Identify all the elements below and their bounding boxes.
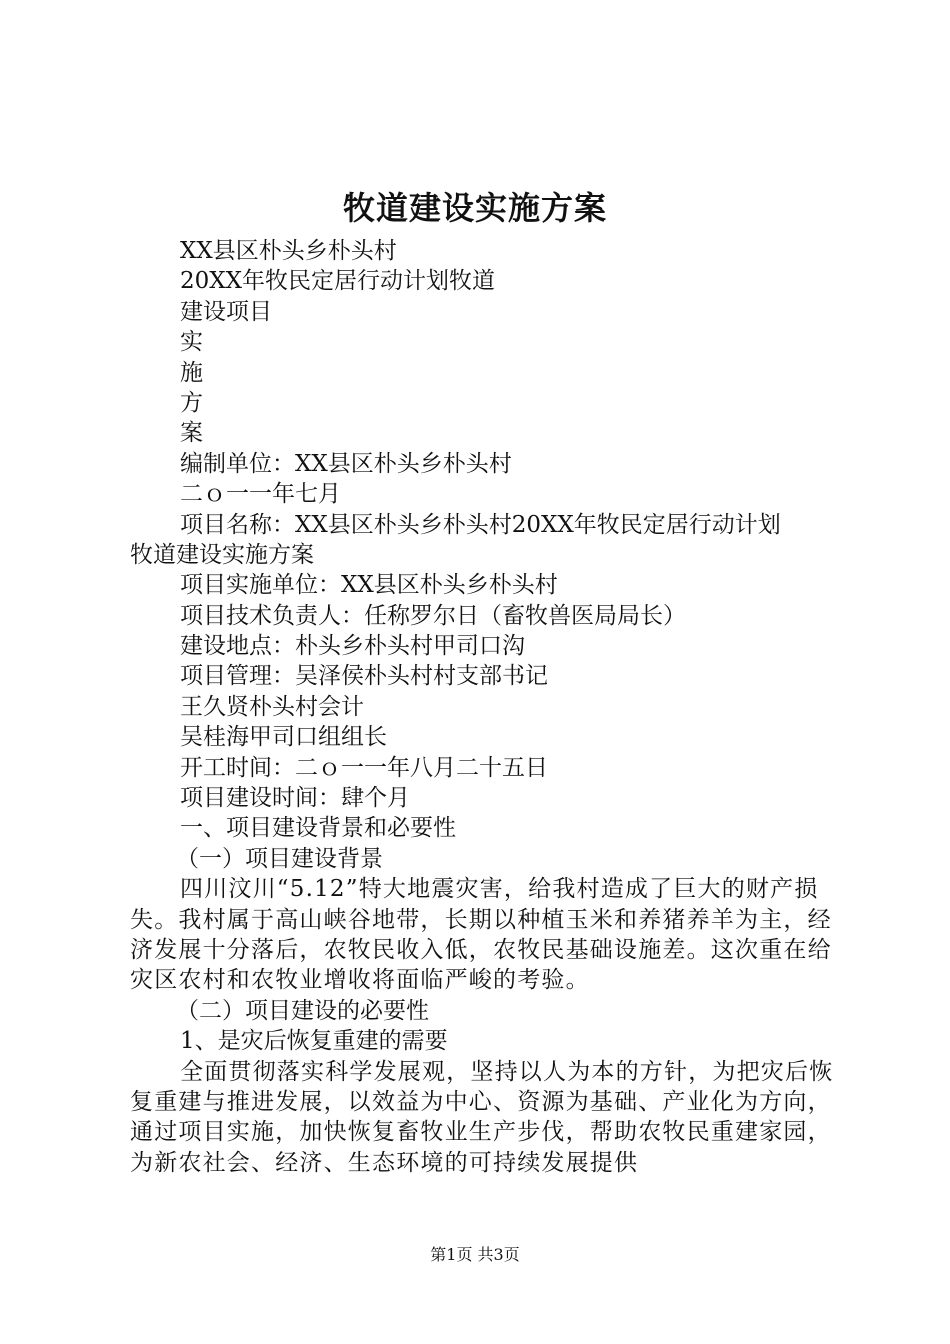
subsection-heading: （一）项目建设背景 — [176, 845, 383, 872]
text-line: 二ｏ一一年七月 — [180, 481, 341, 508]
text-line: 编制单位：XX县区朴头乡朴头村 — [180, 450, 512, 477]
subsection-heading: （二）项目建设的必要性 — [176, 997, 429, 1024]
document-title: 牧道建设实施方案 — [342, 189, 607, 227]
document-body — [130, 236, 840, 1178]
info-line: 王久贤朴头村会计 — [180, 693, 364, 720]
project-name-line: 项目名称：XX县区朴头乡朴头村20XX年牧民定居行动计划 — [180, 511, 781, 538]
page-footer: 第1页 共3页 — [430, 1245, 520, 1264]
text-line: 方 — [180, 389, 203, 416]
section-heading: 一、项目建设背景和必要性 — [180, 815, 456, 842]
text-line: 案 — [180, 420, 203, 447]
info-line: 开工时间：二ｏ一一年八月二十五日 — [180, 754, 548, 781]
paragraph: 全面贯彻落实科学发展观，坚持以人为本的方针，为把灾后恢复重建与推进发展，以效益为中心、资源为基础、产业化为方向，通过项目实施，加快恢复畜牧业生产步伐，帮助农牧民重建家园，为新农社会、经济、生态环境的可持续发展提供 — [130, 1058, 834, 1176]
point-heading: 1、是灾后恢复重建的需要 — [180, 1028, 448, 1055]
text-line: 实 — [180, 329, 203, 356]
info-line: 项目建设时间：肆个月 — [180, 785, 410, 812]
text-line: XX县区朴头乡朴头村 — [180, 238, 397, 264]
info-line: 项目管理：吴泽侯朴头村村支部书记 — [180, 663, 548, 690]
paragraph: 四川汶川“5.12”特大地震灾害，给我村造成了巨大的财产损失。我村属于高山峡谷地带，长期以种植玉米和养猪养羊为主，经济发展十分落后，农牧民收入低，农牧民基础设施差。这次重在给灾区农村和农牧业增收将面临严峻的考验。 — [130, 876, 832, 994]
info-line: 建设地点：朴头乡朴头村甲司口沟 — [180, 633, 525, 660]
info-line: 项目技术负责人：任称罗尔日（畜牧兽医局局长） — [180, 602, 686, 629]
text-line: 建设项目 — [180, 298, 272, 325]
text-line: 20XX年牧民定居行动计划牧道 — [180, 268, 496, 295]
project-name-continuation: 牧道建设实施方案 — [130, 541, 314, 568]
info-line: 吴桂海甲司口组组长 — [180, 724, 387, 751]
text-line: 施 — [180, 359, 203, 386]
info-line: 项目实施单位：XX县区朴头乡朴头村 — [180, 572, 558, 599]
